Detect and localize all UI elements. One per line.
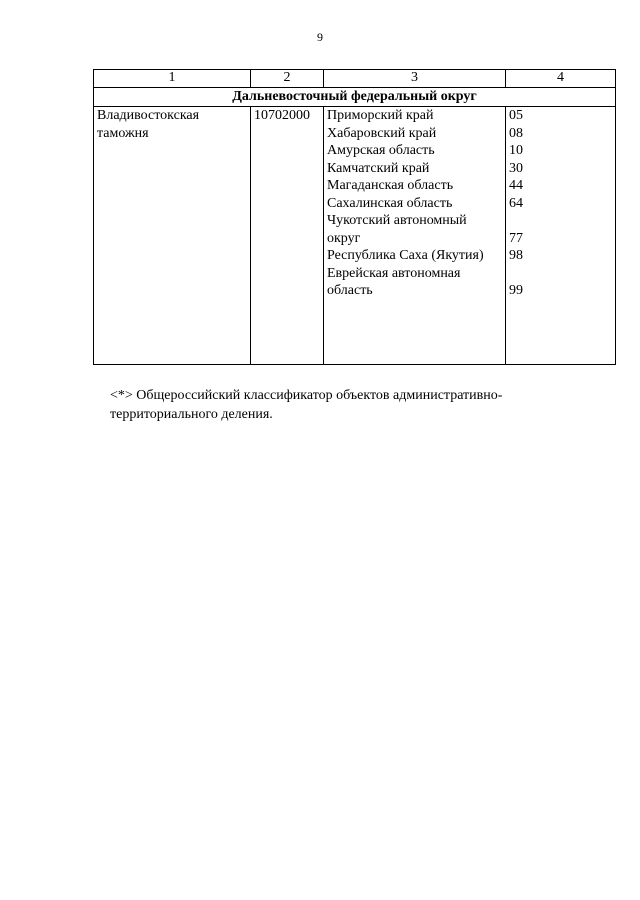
- district-row: [94, 88, 616, 107]
- customs-code: 10702000: [254, 108, 310, 123]
- column-header-1: 1: [94, 70, 251, 88]
- region-code: 10: [509, 143, 523, 158]
- region-name: Еврейская автономная: [327, 265, 461, 281]
- region-code-spacer: [509, 212, 612, 230]
- page-number: 9: [317, 30, 323, 44]
- region-name-continued: округ: [327, 230, 361, 246]
- region-name: Приморский край: [327, 108, 434, 123]
- footnote: [110, 386, 580, 424]
- region-code: 77: [509, 230, 523, 246]
- region-name: Магаданская область: [327, 178, 454, 193]
- column-header-2: 2: [251, 70, 324, 88]
- table-row: [94, 107, 616, 365]
- region-code: 99: [509, 283, 523, 298]
- region-code-spacer: [509, 265, 612, 283]
- district-name: Дальневосточный федеральный округ: [94, 88, 616, 107]
- column-header-4: 4: [506, 70, 616, 88]
- column-header-3: 3: [324, 70, 506, 88]
- region-code: 64: [509, 195, 523, 211]
- region-code: 30: [509, 160, 523, 176]
- customs-name-line: Владивостокская: [97, 108, 200, 123]
- customs-name-cell: [94, 107, 251, 365]
- region-name: Сахалинская область: [327, 195, 453, 211]
- customs-name-line: таможня: [97, 125, 149, 141]
- region-name: Чукотский автономный: [327, 213, 467, 228]
- region-code: 98: [509, 248, 523, 263]
- customs-regions-table: [93, 69, 616, 365]
- footnote-line: <*> Общероссийский классификатор объектов административно-: [110, 388, 503, 403]
- region-code: 44: [509, 178, 523, 193]
- column-number-row: [94, 70, 616, 88]
- region-code: 05: [509, 108, 523, 123]
- region-names-cell: [324, 107, 506, 365]
- region-code: 08: [509, 125, 523, 141]
- footnote-line: территориального деления.: [110, 407, 273, 422]
- region-name: Республика Саха (Якутия): [327, 248, 484, 263]
- region-name: Хабаровский край: [327, 125, 437, 141]
- region-name-continued: область: [327, 283, 373, 298]
- region-name: Камчатский край: [327, 160, 430, 176]
- customs-code-cell: [251, 107, 324, 365]
- region-name: Амурская область: [327, 143, 435, 158]
- region-codes-cell: [506, 107, 616, 365]
